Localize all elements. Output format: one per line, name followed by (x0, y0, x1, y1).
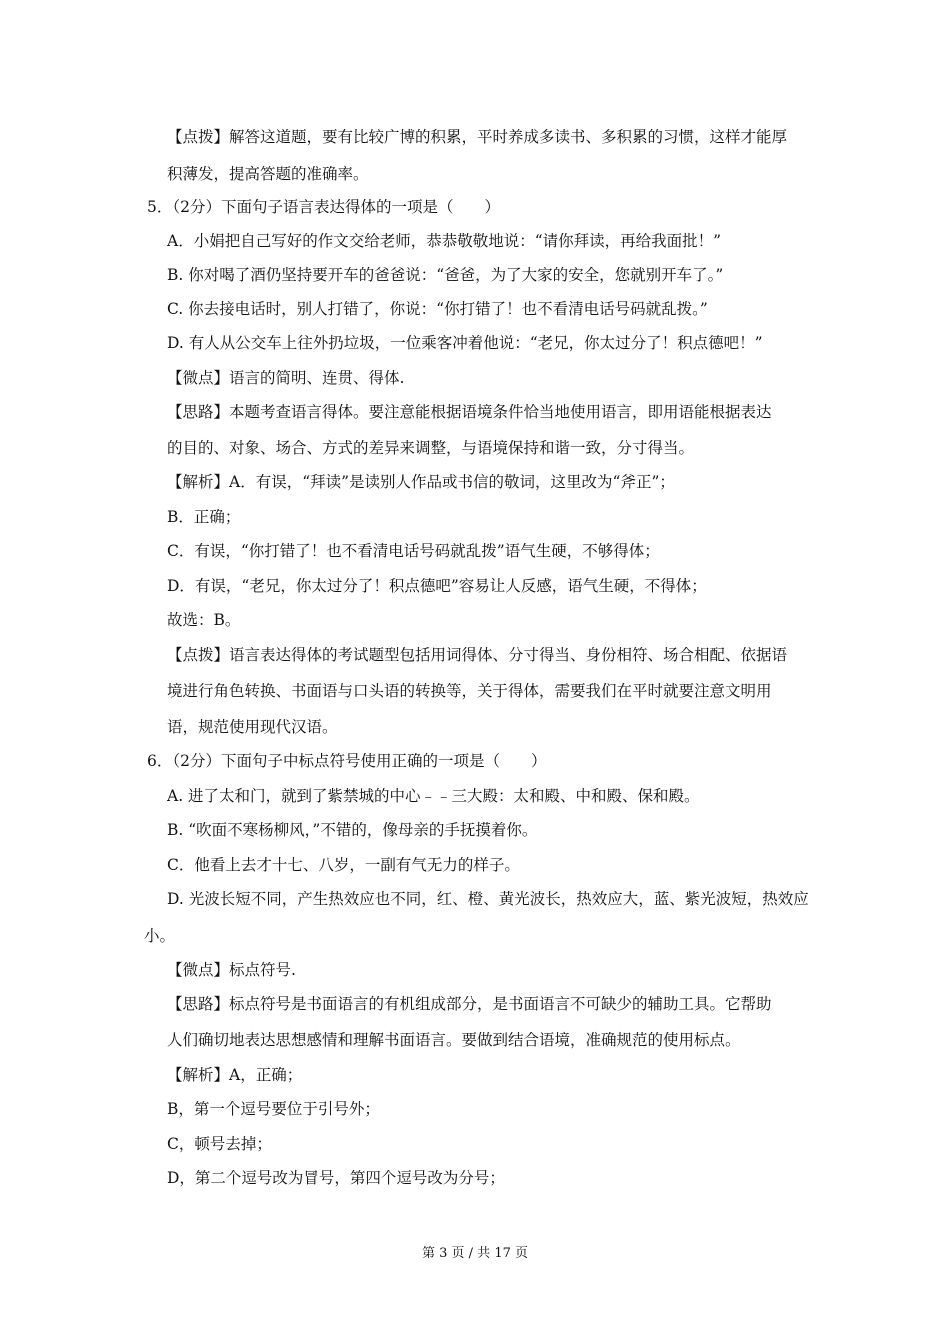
page-footer: 第 3 页 / 共 17 页 (422, 1246, 528, 1261)
q6-analysis-c: C，顿号去掉； (167, 1135, 272, 1153)
q5-tip-line-2: 境进行角色转换、书面语与口头语的转换等，关于得体，需要我们在平时就要注意文明用 (167, 682, 772, 700)
q5-analysis-c: C．有误，“你打错了！也不看清电话号码就乱拨”语气生硬，不够得体； (167, 542, 660, 560)
q5-answer: 故选：B。 (167, 611, 241, 629)
q5-approach-line-2: 的目的、对象、场合、方式的差异来调整，与语境保持和谐一致，分寸得当。 (167, 439, 695, 457)
question-5-option-a: A．小娟把自己写好的作文交给老师，恭恭敬敬地说：“请你拜读，再给我面批！” (167, 232, 722, 250)
question-6-option-a: A. 进了太和门，就到了紫禁城的中心﹣﹣三大殿：太和殿、中和殿、保和殿。 (167, 787, 700, 805)
q6-approach-line-1: 【思路】标点符号是书面语言的有机组成部分，是书面语言不可缺少的辅助工具。它帮助 (167, 995, 772, 1013)
question-5-option-d: D. 有人从公交车上往外扔垃圾，一位乘客冲着他说：“老兄，你太过分了！积点德吧！” (167, 334, 763, 352)
question-5-option-b: B. 你对喝了酒仍坚持要开车的爸爸说：“爸爸，为了大家的安全，您就别开车了。” (167, 266, 724, 284)
q6-analysis-d: D，第二个逗号改为冒号，第四个逗号改为分号； (167, 1169, 505, 1187)
q5-analysis-d: D．有误，“老兄，你太过分了！积点德吧”容易让人反感，语气生硬，不得体； (167, 577, 707, 595)
question-6-option-c: C．他看上去才十七、八岁，一副有气无力的样子。 (167, 856, 520, 874)
q5-approach-line-1: 【思路】本题考查语言得体。要注意能根据语境条件恰当地使用语言，即用语能根据表达 (167, 403, 772, 421)
tip-line-1: 【点拨】解答这道题，要有比较广博的积累，平时养成多读书、多积累的习惯，这样才能厚 (167, 128, 788, 146)
question-6-option-d-line-1: D. 光波长短不同，产生热效应也不同，红、橙、黄光波长，热效应大，蓝、紫光波短，热效应 (167, 890, 809, 908)
q5-tip-line-3: 语，规范使用现代汉语。 (167, 718, 338, 736)
q5-analysis-a: 【解析】A．有误，“拜读”是读别人作品或书信的敬词，这里改为“斧正”； (167, 473, 675, 491)
question-6-title: 6．（2分）下面句子中标点符号使用正确的一项是（ ） (147, 752, 547, 770)
question-5-title: 5．（2分）下面句子语言表达得体的一项是（ ） (147, 198, 500, 216)
question-6-option-b: B. “吹面不寒杨柳风，”不错的，像母亲的手抚摸着你。 (167, 821, 538, 839)
question-6-option-d-line-2: 小。 (144, 927, 176, 945)
q5-analysis-b: B．正确； (167, 508, 241, 526)
tip-line-2: 积薄发，提高答题的准确率。 (167, 165, 369, 183)
q6-approach-line-2: 人们确切地表达思想感情和理解书面语言。要做到结合语境，准确规范的使用标点。 (167, 1031, 741, 1049)
q6-analysis-a: 【解析】A，正确； (167, 1066, 303, 1084)
q6-keypoint: 【微点】标点符号. (167, 961, 296, 979)
q6-analysis-b: B，第一个逗号要位于引号外； (167, 1100, 380, 1118)
q5-keypoint: 【微点】语言的简明、连贯、得体. (167, 369, 405, 387)
question-5-option-c: C. 你去接电话时，别人打错了，你说：“你打错了！也不看清电话号码就乱拨。” (167, 300, 708, 318)
q5-tip-line-1: 【点拨】语言表达得体的考试题型包括用词得体、分寸得当、身份相符、场合相配、依据语 (167, 646, 788, 664)
